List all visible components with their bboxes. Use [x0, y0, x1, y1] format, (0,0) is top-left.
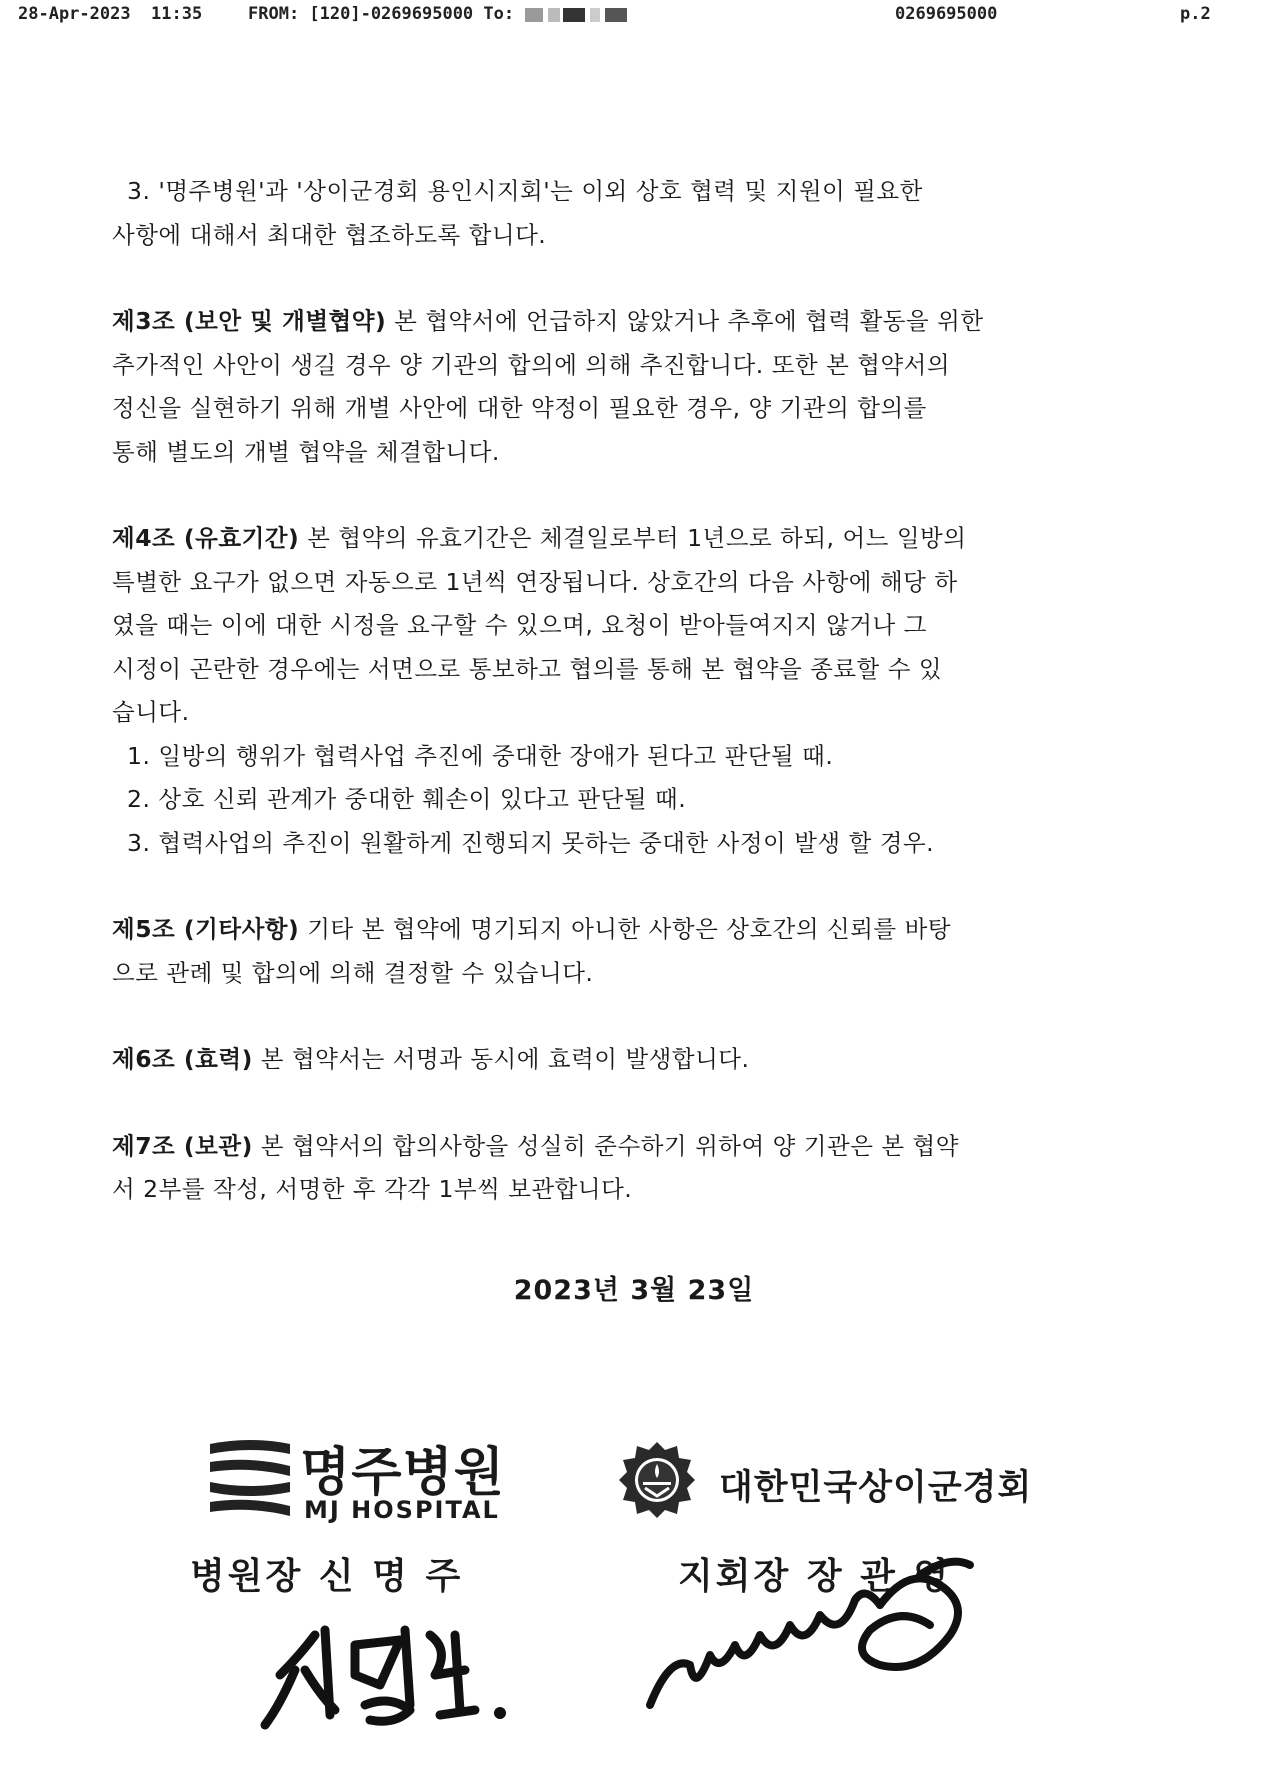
clause-line: 본 협약의 유효기간은 체결일로부터 1년으로 하되, 어느 일방의 [299, 524, 967, 552]
clause-line: 본 협약서의 합의사항을 성실히 준수하기 위하여 양 기관은 본 협약 [252, 1131, 959, 1160]
fax-datetime: 28-Apr-2023 11:35 [18, 4, 203, 24]
clause-item-3 [112, 170, 1122, 214]
article-title: 제6조 (효력) [112, 1045, 253, 1073]
article-4-items [112, 735, 1122, 866]
veterans-logo-korean: 대한민국상이군경회 [719, 1468, 1033, 1508]
clause-line: 본 협약서는 서명과 동시에 효력이 발생합니다. [252, 1045, 750, 1073]
redaction-block [525, 8, 543, 22]
fax-header [0, 2, 1268, 28]
article-3 [112, 300, 1122, 474]
article-title: 제5조 (기타사항) [112, 915, 300, 943]
clause-line: 서 2부를 작성, 서명한 후 각각 1부씩 보관합니다. [112, 1175, 633, 1203]
clause-line: 시정이 곤란한 경우에는 서면으로 통보하고 협의를 통해 본 협약을 종료할 수 있 [112, 654, 943, 683]
veterans-emblem-icon [615, 1438, 699, 1522]
clause-line: 습니다. [112, 698, 190, 726]
clause-line: 본 협약서에 언급하지 않았거나 추후에 협력 활동을 위한 [386, 307, 984, 335]
article-title: 제3조 (보안 및 개별협약) [112, 307, 387, 335]
clause-line: 특별한 요구가 없으면 자동으로 1년씩 연장됩니다. 상호간의 다음 사항에 해당 하 [112, 567, 958, 596]
article-4 [112, 517, 1122, 735]
fax-number: 0269695000 [895, 4, 998, 24]
redaction-block [563, 8, 585, 22]
clause-line: 3. '명주병원'과 '상이군경회 용인시지회'는 이외 상호 협력 및 지원이 필요한 [127, 177, 923, 205]
hospital-logo-korean: 명주병원 [300, 1443, 505, 1503]
list-item: 1. 일방의 행위가 협력사업 추진에 중대한 장애가 된다고 판단될 때. [127, 741, 834, 770]
redaction-block [605, 8, 627, 22]
clause-line: 추가적인 사안이 생길 경우 양 기관의 합의에 의해 추진합니다. 또한 본 협약서의 [112, 350, 951, 379]
clause-line: 였을 때는 이에 대한 시정을 요구할 수 있으며, 요청이 받아들여지지 않거나 그 [112, 611, 927, 639]
redaction-block [548, 8, 560, 22]
veterans-association-logo [615, 1438, 1075, 1528]
clause-line: 통해 별도의 개별 협약을 체결합니다. [112, 437, 500, 466]
clause-line: 사항에 대해서 최대한 협조하도록 합니다. [112, 220, 547, 249]
agreement-body [112, 170, 1122, 1212]
clause-line: 정신을 실현하기 위해 개별 사안에 대한 약정이 필요한 경우, 양 기관의 합의를 [112, 394, 927, 422]
clause-item-3-cont [112, 214, 1122, 258]
list-item: 3. 협력사업의 추진이 원활하게 진행되지 못하는 중대한 사정이 발생 할 경우. [127, 828, 935, 857]
hospital-wave-logo-icon [208, 1436, 292, 1524]
article-7 [112, 1125, 1122, 1212]
mj-hospital-logo [208, 1436, 518, 1526]
branch-head-name: 지회장 장 관 영 [678, 1556, 952, 1597]
branch-head-signature [640, 1545, 1020, 1725]
list-item: 2. 상호 신뢰 관계가 중대한 훼손이 있다고 판단될 때. [127, 785, 687, 813]
redaction-block [590, 8, 600, 22]
article-5 [112, 908, 1122, 995]
fax-from: FROM: [120]-0269695000 To: [248, 4, 515, 24]
clause-line: 으로 관례 및 합의에 의해 결정할 수 있습니다. [112, 958, 594, 987]
fax-page-number: p.2 [1180, 4, 1211, 24]
clause-line: 기타 본 협약에 명기되지 아니한 사항은 상호간의 신뢰를 바탕 [299, 915, 951, 943]
article-6 [112, 1038, 1122, 1082]
hospital-logo-english: MJ HOSPITAL [304, 1496, 500, 1524]
hospital-director-name: 병원장 신 명 주 [190, 1556, 464, 1597]
article-title: 제7조 (보관) [112, 1131, 253, 1160]
article-title: 제4조 (유효기간) [112, 524, 300, 552]
signing-date: 2023년 3월 23일 [513, 1275, 755, 1306]
hospital-director-signature [260, 1615, 520, 1735]
